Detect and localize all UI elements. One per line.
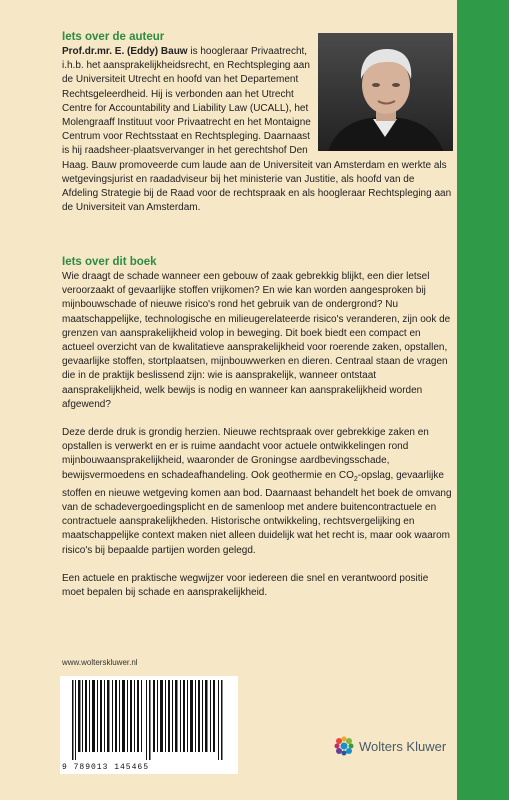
isbn-digits: 9 789013 145465 <box>62 763 150 772</box>
publisher-logo <box>333 735 446 757</box>
wolters-kluwer-logo-icon <box>333 735 355 757</box>
book-heading: Iets over dit boek <box>62 256 157 268</box>
book-paragraph-1: Wie draagt de schade wanneer een gebouw of zaak gebrekkig blijkt, een dier letsel veroorzaakt of gevaarlijke stoffen vrijkomen? En wie kan worden aangesproken bij mijnbouwschade of nieuwe risico's rond het gebruik van de ondergrond? Nu maatschappelijke, technologische en milieugerelateerde risico's veranderen, zijn ook de grenzen van aansprakelijkheid volop in beweging. Dit boek biedt een compact en actueel overzicht van de kwalitatieve aansprakelijkheid voor roerende zaken, opstallen, gevaarlijke stoffen, stortplaatsen, mijnbouwwerken en dieren. Centraal staan de vragen die in de praktijk beslissend zijn: wie is aansprakelijk, wanneer ontstaat aansprakelijkheid, welk bewijs is nodig en wanneer kan aansprakelijkheid worden afgewend? <box>62 271 451 410</box>
barcode <box>60 676 238 774</box>
publisher-name: Wolters Kluwer <box>359 738 447 754</box>
author-bio <box>62 45 452 215</box>
book-paragraph-3: Een actuele en praktische wegwijzer voor iedereen die snel en verantwoord positie moet bepalen bij schade en aansprakelijkheid. <box>62 572 429 599</box>
author-name: Prof.dr.mr. E. (Eddy) Bauw <box>62 46 188 57</box>
author-heading: Iets over de auteur <box>62 31 165 43</box>
book-paragraph-2: Deze derde druk is grondig herzien. Nieuwe rechtspraak over gebrekkige zaken en opstallen is verwerkt en er is ruime aandacht voor actuele ontwikkelingen rond mijnbouwaansprakelijkheid, waaronder de Groningse aardbevingsschade, bewijsvermoedens en schadeafhandeling. Ook geothermie en $CO_2$-opslag, gevaarlijke stoffen en nieuwe wetgeving komen aan bod. Daarnaast behandelt het boek de omvang van de schadevergoedingsplicht en de samenloop met andere buitencontractuele en contractuele aansprakelijkheden. Historische ontwikkeling, rechtsvergelijking en maatschappelijke context maken niet alleen duidelijk wat het recht is, maar ook waarom risico's bij bepaalde partijen worden gelegd. <box>62 427 452 556</box>
book-description <box>62 270 452 614</box>
website-url: www.wolterskluwer.nl <box>62 658 138 667</box>
green-side-stripe <box>457 0 509 800</box>
author-bio-text: is hoogleraar Privaatrecht, i.h.b. het aansprakelijkheidsrecht, en Rechtspleging aan de Universiteit Utrecht en hoofd van het Departement Rechtsgeleerdheid. Hij is verbonden aan het Utrecht Centre for Accountability and Liability Law (UCALL), het Molengraaff Instituut voor Privaatrecht en het Montaigne Centrum voor Rechtsstaat en Rechtspleging. Daarnaast is hij raadsheer-plaatsvervanger in het gerechtshof Den Haag. Bauw promoveerde cum laude aan de Universiteit van Amsterdam en werkte als wetgevingsjurist en raadadviseur bij het ministerie van Justitie, als hoofd van de Afdeling Strategie bij de Raad voor de rechtspraak en als hoogleraar Rechtspleging aan de Universiteit van Amsterdam. <box>62 46 452 214</box>
barcode-bars-image <box>60 676 238 764</box>
